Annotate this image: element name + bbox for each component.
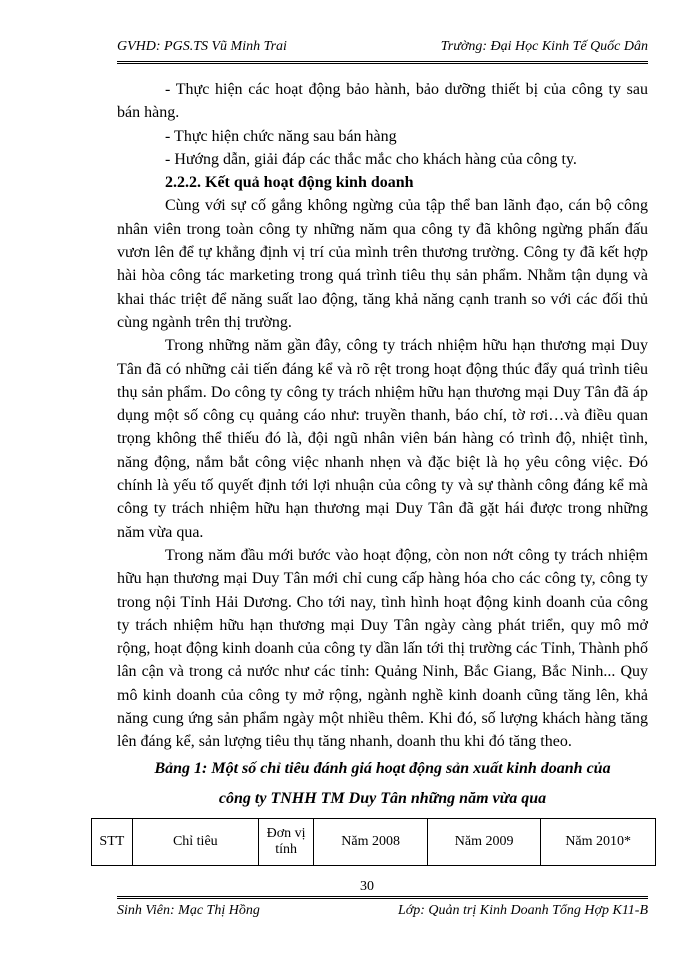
footer-class: Lớp: Quản trị Kinh Doanh Tổng Hợp K11-B bbox=[398, 903, 648, 918]
paragraph: Trong năm đầu mới bước vào hoạt động, còn non nớt công ty trách nhiệm hữu hạn thương mại Duy Tân mới chỉ cung cấp hàng hóa cho các công ty, công ty trong nội Tỉnh Hải Dương. Cho tới nay, tình hình hoạt động kinh doanh của công ty trách nhiệm hữu hạn thương mại Duy Tân ngày càng phát triển, quy mô mở rộng, hoạt động kinh doanh của công ty dần lấn tới thị trường các Tỉnh, Thành phố lân cận và trong cả nước như các tỉnh: Quảng Ninh, Bắc Giang, Bắc Ninh... Quy mô kinh doanh của công ty mở rộng, ngành nghề kinh doanh cũng tăng lên, khả năng cung ứng sản phẩm ngày một nhiều thêm. Khi đó, số lượng khách hàng tăng lên đáng kể, sản lượng tiêu thụ tăng nhanh, doanh thu khi đó tăng theo. bbox=[117, 546, 648, 751]
table-caption-line2: công ty TNHH TM Duy Tân những năm vừa qua bbox=[218, 789, 547, 807]
header-don-vi-line2: tính bbox=[275, 842, 298, 857]
header-supervisor: GVHD: PGS.TS Vũ Minh Trai bbox=[117, 39, 287, 54]
header-stt: STT bbox=[92, 819, 133, 866]
table-header-row bbox=[92, 819, 656, 866]
header-chi-tieu: Chỉ tiêu bbox=[132, 819, 258, 866]
header-don-vi-line1: Đơn vị bbox=[266, 826, 306, 841]
data-table bbox=[91, 818, 656, 866]
bullet-item: - Thực hiện các hoạt động bảo hành, bảo dưỡng thiết bị của công ty sau bán hàng. bbox=[117, 81, 648, 122]
header-don-vi bbox=[258, 819, 313, 866]
header-2008: Năm 2008 bbox=[314, 819, 428, 866]
bullet-item: - Thực hiện chức năng sau bán hàng bbox=[165, 127, 397, 145]
footer-rule bbox=[117, 896, 648, 899]
table-caption-line1: Bảng 1: Một số chỉ tiêu đánh giá hoạt động sản xuất kinh doanh của bbox=[154, 759, 611, 777]
header-university: Trường: Đại Học Kinh Tế Quốc Dân bbox=[440, 39, 648, 54]
page-header bbox=[117, 37, 648, 59]
header-2009: Năm 2009 bbox=[427, 819, 541, 866]
page-number: 30 bbox=[360, 879, 374, 894]
header-2010: Năm 2010* bbox=[541, 819, 656, 866]
bullet-item: - Hướng dẫn, giải đáp các thắc mắc cho khách hàng của công ty. bbox=[165, 150, 577, 168]
paragraph: Cùng với sự cố gắng không ngừng của tập thể ban lãnh đạo, cán bộ công nhân viên trong toàn công ty những năm qua công ty đã không ngừng phấn đấu vươn lên để tự khẳng định vị trí của mình trên thương trường. Công ty đã kết hợp hài hòa công tác marketing trong quá trình tiêu thụ sản phẩm. Nhằm tận dụng và khai thác triệt để năng suất lao động, tăng khả năng cạnh tranh so với các đối thủ cùng ngành trên thị trường. bbox=[117, 197, 648, 331]
paragraph: Trong những năm gần đây, công ty trách nhiệm hữu hạn thương mại Duy Tân đã có những cải tiến đáng kể và rõ rệt trong hoạt động thúc đẩy quá trình tiêu thụ sản phẩm. Do công ty công ty trách nhiệm hữu hạn thương mại Duy Tân đã áp dụng một số công cụ quảng cáo như: truyền thanh, báo chí, tờ rơi…và điều quan trọng không thể thiếu đó là, đội ngũ nhân viên bán hàng có trình độ, nhiệt tình, năng động, nắm bắt công việc nhanh nhẹn và đặc biệt là họ yêu công việc. Đó chính là yếu tố quyết định tới lợi nhuận của công ty và sự thành công đáng kể mà công ty trách nhiệm hữu hạn thương mại Duy Tân đã gặt hái được trong những năm vừa qua. bbox=[117, 337, 648, 541]
header-rule bbox=[117, 61, 648, 64]
footer-student: Sinh Viên: Mạc Thị Hồng bbox=[117, 903, 260, 918]
body-text bbox=[117, 78, 648, 814]
section-heading: 2.2.2. Kết quả hoạt động kinh doanh bbox=[165, 174, 414, 192]
